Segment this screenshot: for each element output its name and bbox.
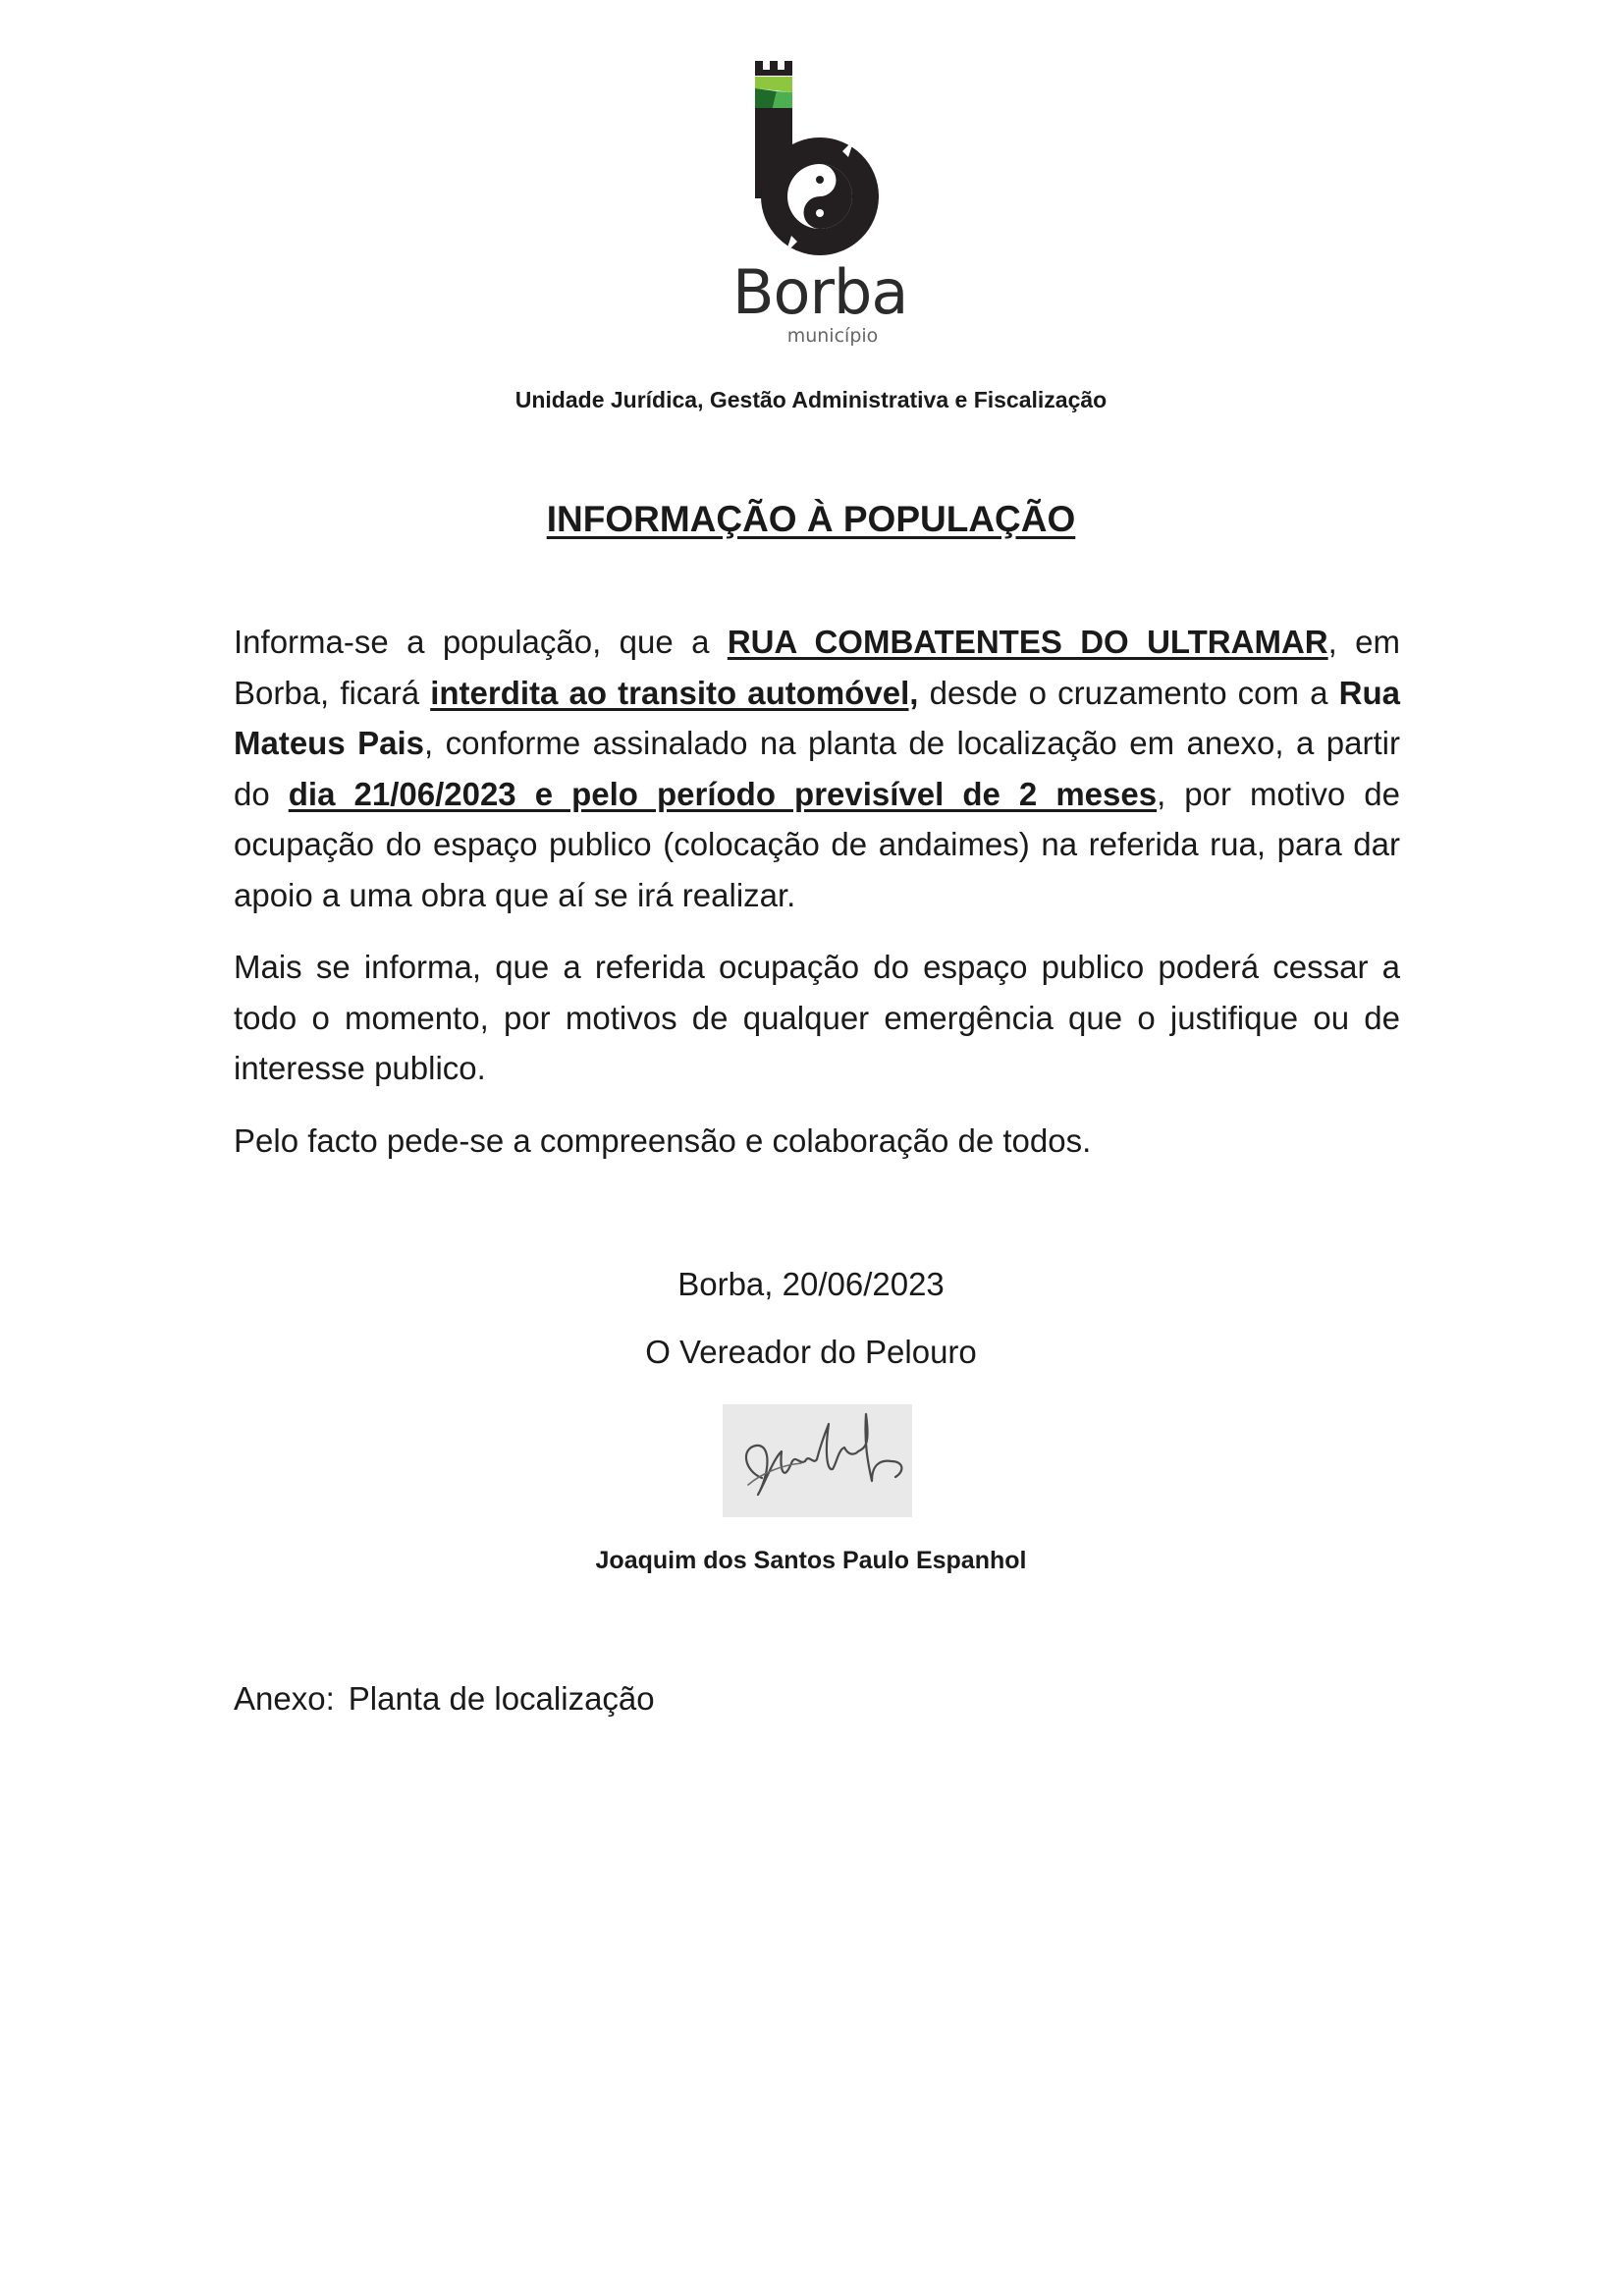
- signer-role: O Vereador do Pelouro: [645, 1334, 977, 1370]
- street-name: RUA COMBATENTES DO ULTRAMAR: [727, 624, 1328, 660]
- department-header: Unidade Jurídica, Gestão Administrativa e Fiscalização: [514, 387, 1108, 412]
- annex-line: [234, 1675, 655, 1722]
- cross-street-name: Rua Mateus Pais: [234, 674, 1400, 761]
- signer-name: Joaquim dos Santos Paulo Espanhol: [595, 1547, 1027, 1574]
- restriction-period: dia 21/06/2023 e pelo período previsível de 2 meses: [288, 775, 1158, 812]
- borba-emblem-icon: [732, 61, 899, 262]
- document-title: INFORMAÇÃO À POPULAÇÃO: [546, 499, 1076, 539]
- annex-value: Planta de localização: [348, 1680, 655, 1717]
- municipality-logo: [732, 61, 908, 355]
- closing-block: [0, 1261, 1622, 1376]
- signature-scribble-icon: [723, 1404, 912, 1517]
- annex-label: Anexo:: [234, 1680, 335, 1717]
- paragraph-notice: Informa-se a população, que a RUA COMBATENTES DO ULTRAMAR, em Borba, ficará interdita ao transito automóvel, desde o cruzamento com a Rua Mateus Pais, conforme assinalado na planta de localização em anexo, a partir do dia 21/06/2023 e pelo período previsível de 2 meses, por motivo de ocupação do espaço publico (colocação de andaimes) na referida rua, para dar apoio a uma obra que aí se irá realizar.: [234, 624, 1401, 913]
- logo-wordmark: Borba: [732, 256, 908, 328]
- paragraph-cessation: Mais se informa, que a referida ocupação do espaço publico poderá cessar a todo o momento, por motivos de qualquer emergência que o justifique ou de interesse publico.: [234, 949, 1400, 1086]
- traffic-restriction: interdita ao transito automóvel,: [430, 674, 919, 711]
- handwritten-signature: [723, 1404, 912, 1517]
- logo-subtitle: município: [786, 325, 879, 347]
- document-body: [234, 617, 1400, 1187]
- place-date: Borba, 20/06/2023: [677, 1266, 945, 1302]
- paragraph-request: Pelo facto pede-se a compreensão e colaboração de todos.: [234, 1121, 1092, 1159]
